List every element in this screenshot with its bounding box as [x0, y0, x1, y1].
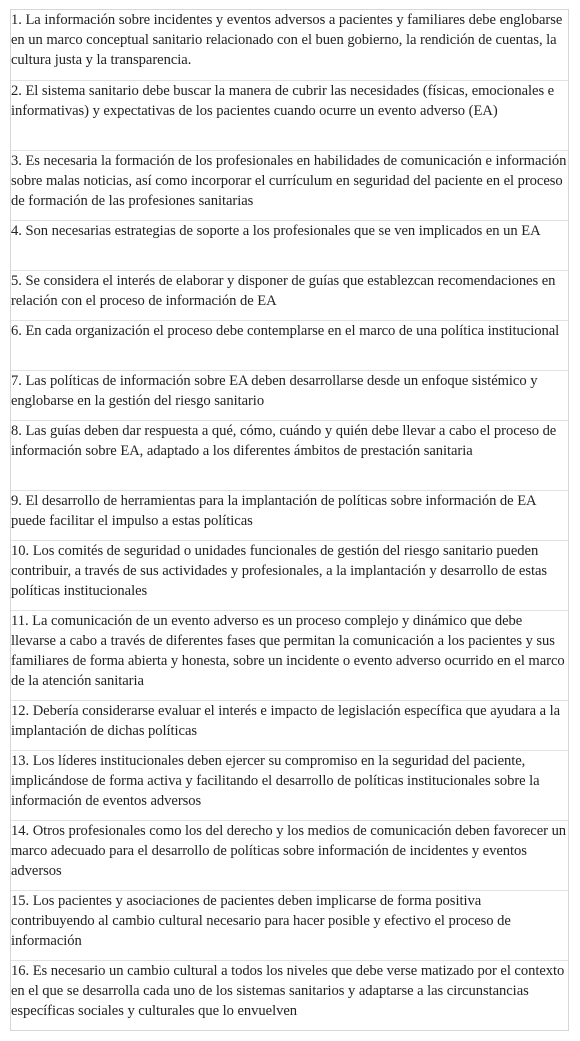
- list-item-text: 15. Los pacientes y asociaciones de pacientes deben implicarse de forma positiva contribuyendo al cambio cultural necesario para hacer posible y efectivo el proceso de información: [11, 893, 511, 949]
- list-item-text: 13. Los líderes institucionales deben ejercer su compromiso en la seguridad del paciente, implicándose de forma activa y facilitando el desarrollo de políticas institucionales sobre la información de eventos adversos: [11, 753, 540, 809]
- list-item: [11, 420, 568, 490]
- list-item-text: 9. El desarrollo de herramientas para la implantación de políticas sobre información de EA puede facilitar el impulso a estas políticas: [11, 493, 536, 529]
- list-item: [11, 610, 568, 700]
- list-item-text: 7. Las políticas de información sobre EA deben desarrollarse desde un enfoque sistémico y englobarse en la gestión del riesgo sanitario: [11, 373, 538, 409]
- list-item: [11, 890, 568, 960]
- list-item-text: 16. Es necesario un cambio cultural a todos los niveles que debe verse matizado por el contexto en el que se desarrolla cada uno de los sistemas sanitarios y adaptarse a las circunstancias específicas sociales y culturales que lo envuelven: [11, 963, 565, 1019]
- list-item: [11, 820, 568, 890]
- list-item-text: 5. Se considera el interés de elaborar y disponer de guías que establezcan recomendaciones en relación con el proceso de información de EA: [11, 273, 556, 309]
- list-item: [11, 80, 568, 150]
- list-item-text: 10. Los comités de seguridad o unidades funcionales de gestión del riesgo sanitario pueden contribuir, a través de sus actividades y profesionales, a la implantación y desarrollo de estas políticas institucionales: [11, 543, 548, 599]
- list-item-text: 4. Son necesarias estrategias de soporte a los profesionales que se ven implicados en un EA: [11, 223, 541, 239]
- recommendations-list: [10, 9, 569, 1031]
- list-item: [11, 270, 568, 320]
- list-item: [11, 490, 568, 540]
- list-item: [11, 700, 568, 750]
- list-item: [11, 220, 568, 270]
- list-item: [11, 750, 568, 820]
- list-item: [11, 960, 568, 1030]
- list-item-text: 8. Las guías deben dar respuesta a qué, cómo, cuándo y quién debe llevar a cabo el proceso de información sobre EA, adaptado a los diferentes ámbitos de prestación sanitaria: [11, 423, 557, 459]
- list-item: [11, 370, 568, 420]
- list-item-text: 14. Otros profesionales como los del derecho y los medios de comunicación deben favorecer un marco adecuado para el desarrollo de políticas sobre información de incidentes y eventos adversos: [11, 823, 567, 879]
- list-item-text: 11. La comunicación de un evento adverso es un proceso complejo y dinámico que debe llevarse a cabo a través de diferentes fases que permitan la comunicación a los pacientes y sus familiares de forma abierta y honesta, sobre un incidente o evento adverso ocurrido en el marco de la atención sanitaria: [11, 613, 565, 689]
- list-item: [11, 540, 568, 610]
- list-item-text: 1. La información sobre incidentes y eventos adversos a pacientes y familiares debe englobarse en un marco conceptual sanitario relacionado con el buen gobierno, la rendición de cuentas, la cultura justa y la transparencia.: [11, 12, 563, 68]
- list-item: [11, 320, 568, 370]
- list-item: [11, 10, 568, 80]
- list-item-text: 12. Debería considerarse evaluar el interés e impacto de legislación específica que ayudara a la implantación de dichas políticas: [11, 703, 561, 739]
- list-item: [11, 150, 568, 220]
- list-item-text: 6. En cada organización el proceso debe contemplarse en el marco de una política institucional: [11, 323, 560, 339]
- list-item-text: 3. Es necesaria la formación de los profesionales en habilidades de comunicación e información sobre malas noticias, así como incorporar el currículum en seguridad del paciente en el proceso de formación de las profesiones sanitarias: [11, 153, 567, 209]
- list-item-text: 2. El sistema sanitario debe buscar la manera de cubrir las necesidades (físicas, emocionales e informativas) y expectativas de los pacientes cuando ocurre un evento adverso (EA): [11, 83, 555, 119]
